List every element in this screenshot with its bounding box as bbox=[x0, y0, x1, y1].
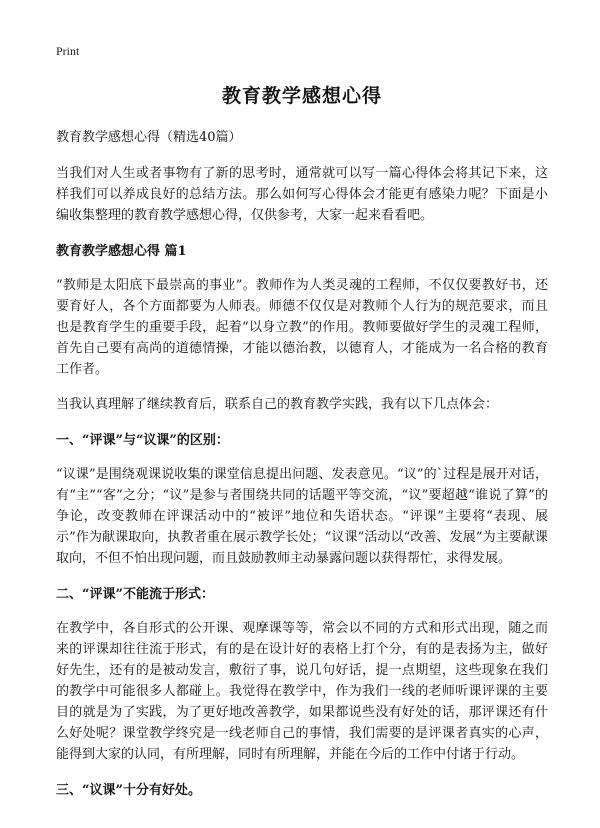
subheading-2: 二、“评课”不能流于形式： bbox=[56, 587, 214, 602]
document-title: 教育教学感想心得 bbox=[221, 85, 382, 107]
subheading-3: 三、“议课”十分有好处。 bbox=[56, 783, 201, 798]
print-link[interactable]: Print bbox=[56, 44, 80, 58]
paragraph-4: 在教学中，各自形式的公开课、观摩课等等，常会以不同的方式和形式出现，随之而来的评课却往往流于形式，有的是在设计好的表格上打个分，有的是表扬为主，做好好先生，还有的是被动发言，敷衍了事，说几句好话，提一点期望，这些现象在我们的教学中可能很多人都碰上。我觉得在教学中，作为我们一线的老师听课评课的主要目的就是为了实践，为了更好地改善教学，如果都说些没有好处的话，那评课还有什么好处呢？课堂教学终究是一线老师自己的事情，我们需要的是评课者真实的心声，能得到大家的认同，有所理解，同时有所理解，并能在今后的工作中付诸于行动。 bbox=[56, 621, 548, 762]
document-subtitle: 教育教学感想心得（精选40篇） bbox=[56, 130, 242, 145]
subheading-1: 一、“评课”与“议课”的区别： bbox=[56, 433, 229, 448]
intro-paragraph: 当我们对人生或者事物有了新的思考时，通常就可以写一篇心得体会将其记下来，这样我们可以养成良好的总结方法。那么如何写心得体会才能更有感染力呢？下面是小编收集整理的教育教学感想心得，仅供参考，大家一起来看看吧。 bbox=[56, 166, 548, 223]
paragraph-3: “议课”是围绕观课说收集的课堂信息提出问题、发表意见。“议”的`过程是展开对话，有“主”“客”之分；“议”是参与者围绕共同的话题平等交流，“议”要超越“谁说了算”的争论，改变教师在评课活动中的“被评”地位和失语状态。“评课”主要将“表现、展示”作为献课取向，执教者重在展示教学长处；“议课”活动以“改善、发展”为主要献课取向，不但不怕出现问题，而且鼓励教师主动暴露问题以获得帮忙，求得发展。 bbox=[56, 467, 548, 566]
section-heading: 教育教学感想心得 篇1 bbox=[56, 244, 187, 259]
paragraph-2: 当我认真理解了继续教育后，联系自己的教育教学实践，我有以下几点体会： bbox=[56, 397, 499, 412]
paragraph-1: “教师是太阳底下最崇高的事业”。教师作为人类灵魂的工程师，不仅仅要教好书，还要育好人，各个方面都要为人师表。师德不仅仅是对教师个人行为的规范要求，而且也是教育学生的重要手段，起着“以身立教”的作用。教师要做好学生的灵魂工程师，首先自己要有高尚的道德情操，才能以德治教，以德育人，才能成为一名合格的教育工作者。 bbox=[56, 278, 548, 377]
